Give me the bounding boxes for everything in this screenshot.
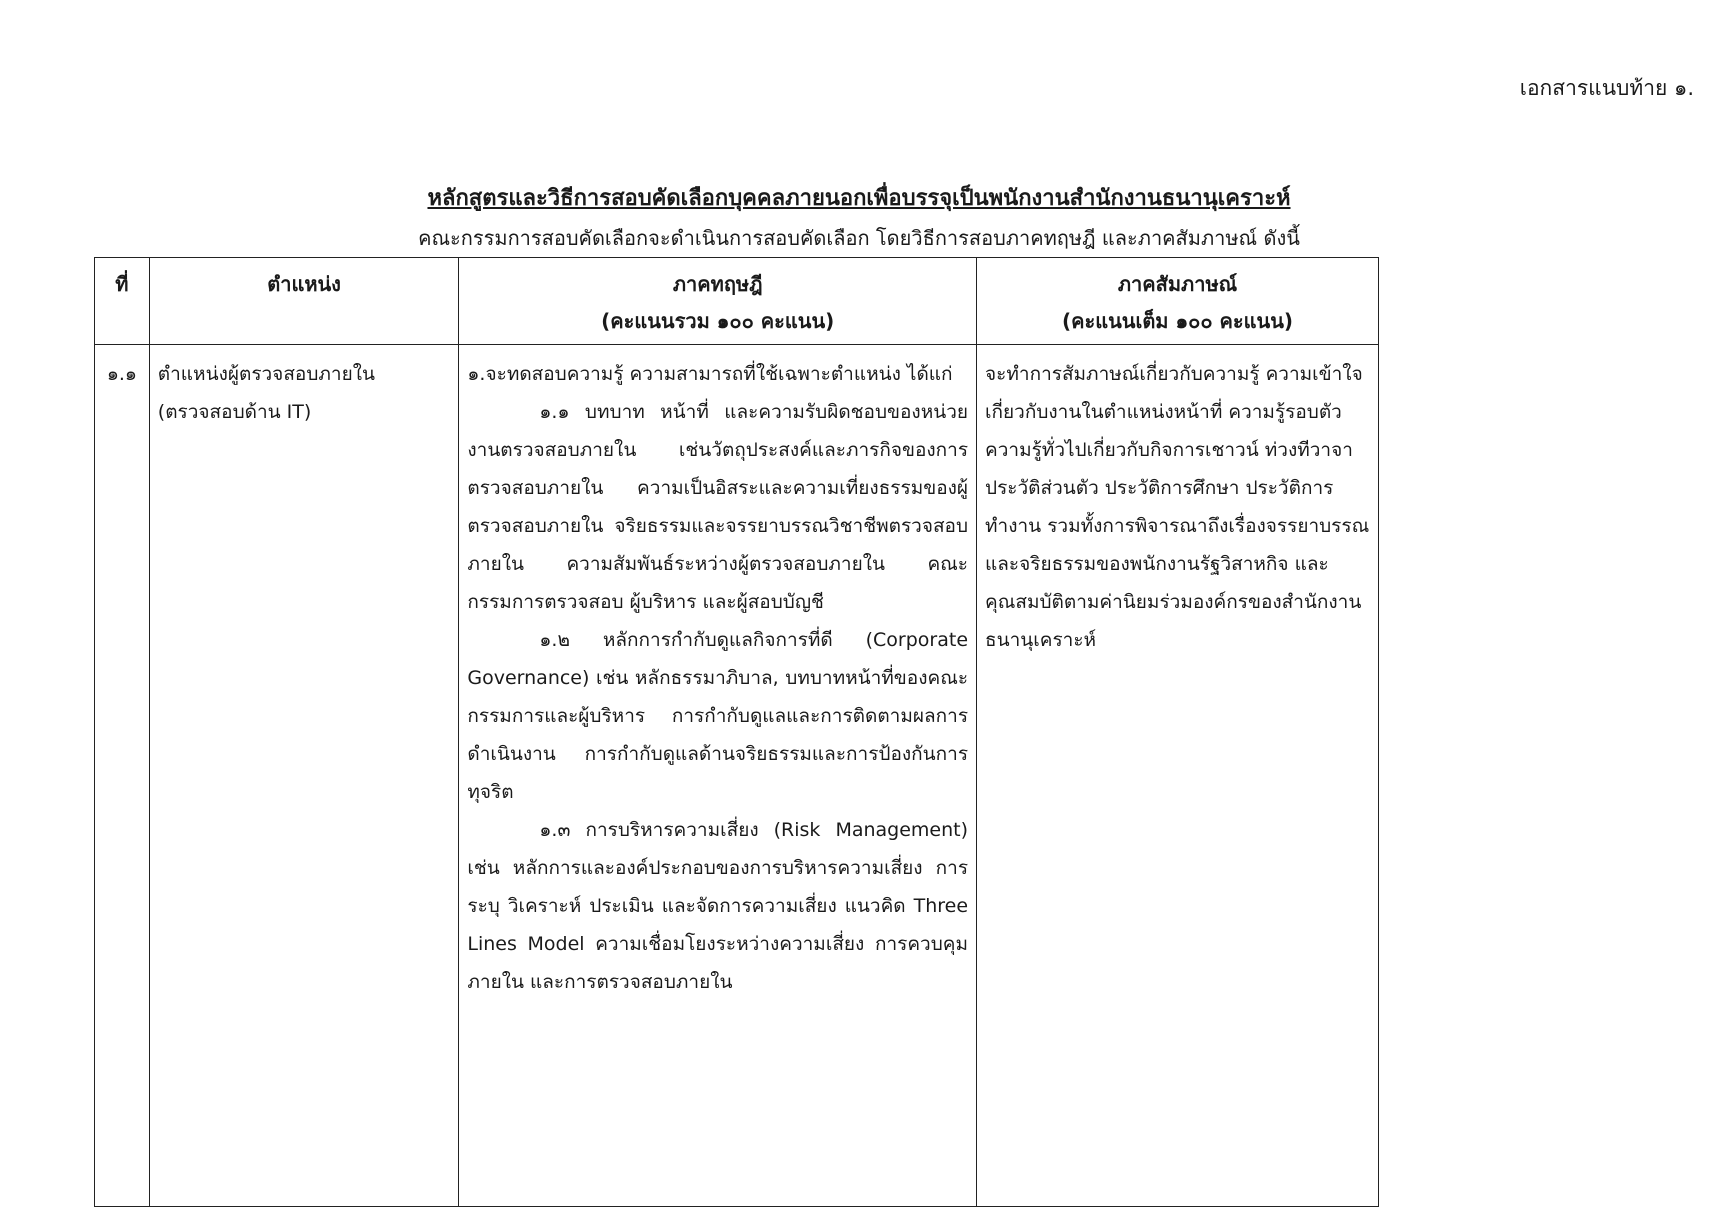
table-row <box>95 345 1379 1207</box>
position-title: ตำแหน่งผู้ตรวจสอบภายใน <box>157 363 375 385</box>
row-interview <box>977 345 1379 1207</box>
header-position: ตำแหน่ง <box>149 258 459 345</box>
position-subtitle: (ตรวจสอบด้าน IT) <box>157 401 312 423</box>
attachment-label: เอกสารแนบท้าย ๑. <box>1519 76 1694 100</box>
header-interview <box>977 258 1379 345</box>
table-header-row <box>95 258 1379 345</box>
document-subtitle: คณะกรรมการสอบคัดเลือกจะดำเนินการสอบคัดเลือก โดยวิธีการสอบภาคทฤษฎี และภาคสัมภาษณ์ ดังนี้ <box>418 226 1300 250</box>
header-theory <box>459 258 977 345</box>
row-position <box>149 345 459 1207</box>
header-interview-score: (คะแนนเต็ม ๑๐๐ คะแนน) <box>1061 309 1294 333</box>
theory-intro: ๑.จะทดสอบความรู้ ความสามารถที่ใช้เฉพาะตำแหน่ง ได้แก่ <box>467 363 953 385</box>
header-interview-label: ภาคสัมภาษณ์ <box>1117 272 1238 296</box>
row-theory <box>459 345 977 1207</box>
theory-item-1-3: ๑.๓ การบริหารความเสี่ยง (Risk Management) เช่น หลักการและองค์ประกอบของการบริหารความเสี่ยง การระบุ วิเคราะห์ ประเมิน และจัดการความเสี่ยง แนวคิด Three Lines Model ความเชื่อมโยงระหว่างความเสี่ยง การควบคุมภายใน และการตรวจสอบภายใน <box>467 819 969 993</box>
row-number: ๑.๑ <box>95 345 150 1207</box>
exam-table <box>94 257 1379 1207</box>
header-theory-label: ภาคทฤษฎี <box>672 272 763 296</box>
document-title: หลักสูตรและวิธีการสอบคัดเลือกบุคคลภายนอกเพื่อบรรจุเป็นพนักงานสำนักงานธนานุเคราะห์ <box>427 186 1291 211</box>
header-theory-score: (คะแนนรวม ๑๐๐ คะแนน) <box>601 309 835 333</box>
header-no: ที่ <box>95 258 150 345</box>
theory-item-1-1: ๑.๑ บทบาท หน้าที่ และความรับผิดชอบของหน่วยงานตรวจสอบภายใน เช่นวัตถุประสงค์และภารกิจของการตรวจสอบภายใน ความเป็นอิสระและความเที่ยงธรรมของผู้ตรวจสอบภายใน จริยธรรมและจรรยาบรรณวิชาชีพตรวจสอบภายใน ความสัมพันธ์ระหว่างผู้ตรวจสอบภายใน คณะกรรมการตรวจสอบ ผู้บริหาร และผู้สอบบัญชี <box>467 401 969 613</box>
theory-item-1-2: ๑.๒ หลักการกำกับดูแลกิจการที่ดี (Corporate Governance) เช่น หลักธรรมาภิบาล, บทบาทหน้าที่ของคณะกรรมการและผู้บริหาร การกำกับดูแลและการติดตามผลการดำเนินงาน การกำกับดูแลด้านจริยธรรมและการป้องกันการทุจริต <box>467 629 969 803</box>
interview-description: จะทำการสัมภาษณ์เกี่ยวกับความรู้ ความเข้าใจ เกี่ยวกับงานในตำแหน่งหน้าที่ ความรู้รอบตัว ความรู้ทั่วไปเกี่ยวกับกิจการเชาวน์ ท่วงทีวาจา ประวัติส่วนตัว ประวัติการศึกษา ประวัติการทำงาน รวมทั้งการพิจารณาถึงเรื่องจรรยาบรรณและจริยธรรมของพนักงานรัฐวิสาหกิจ และคุณสมบัติตามค่านิยมร่วมองค์กรของสำนักงานธนานุเคราะห์ <box>985 363 1370 651</box>
